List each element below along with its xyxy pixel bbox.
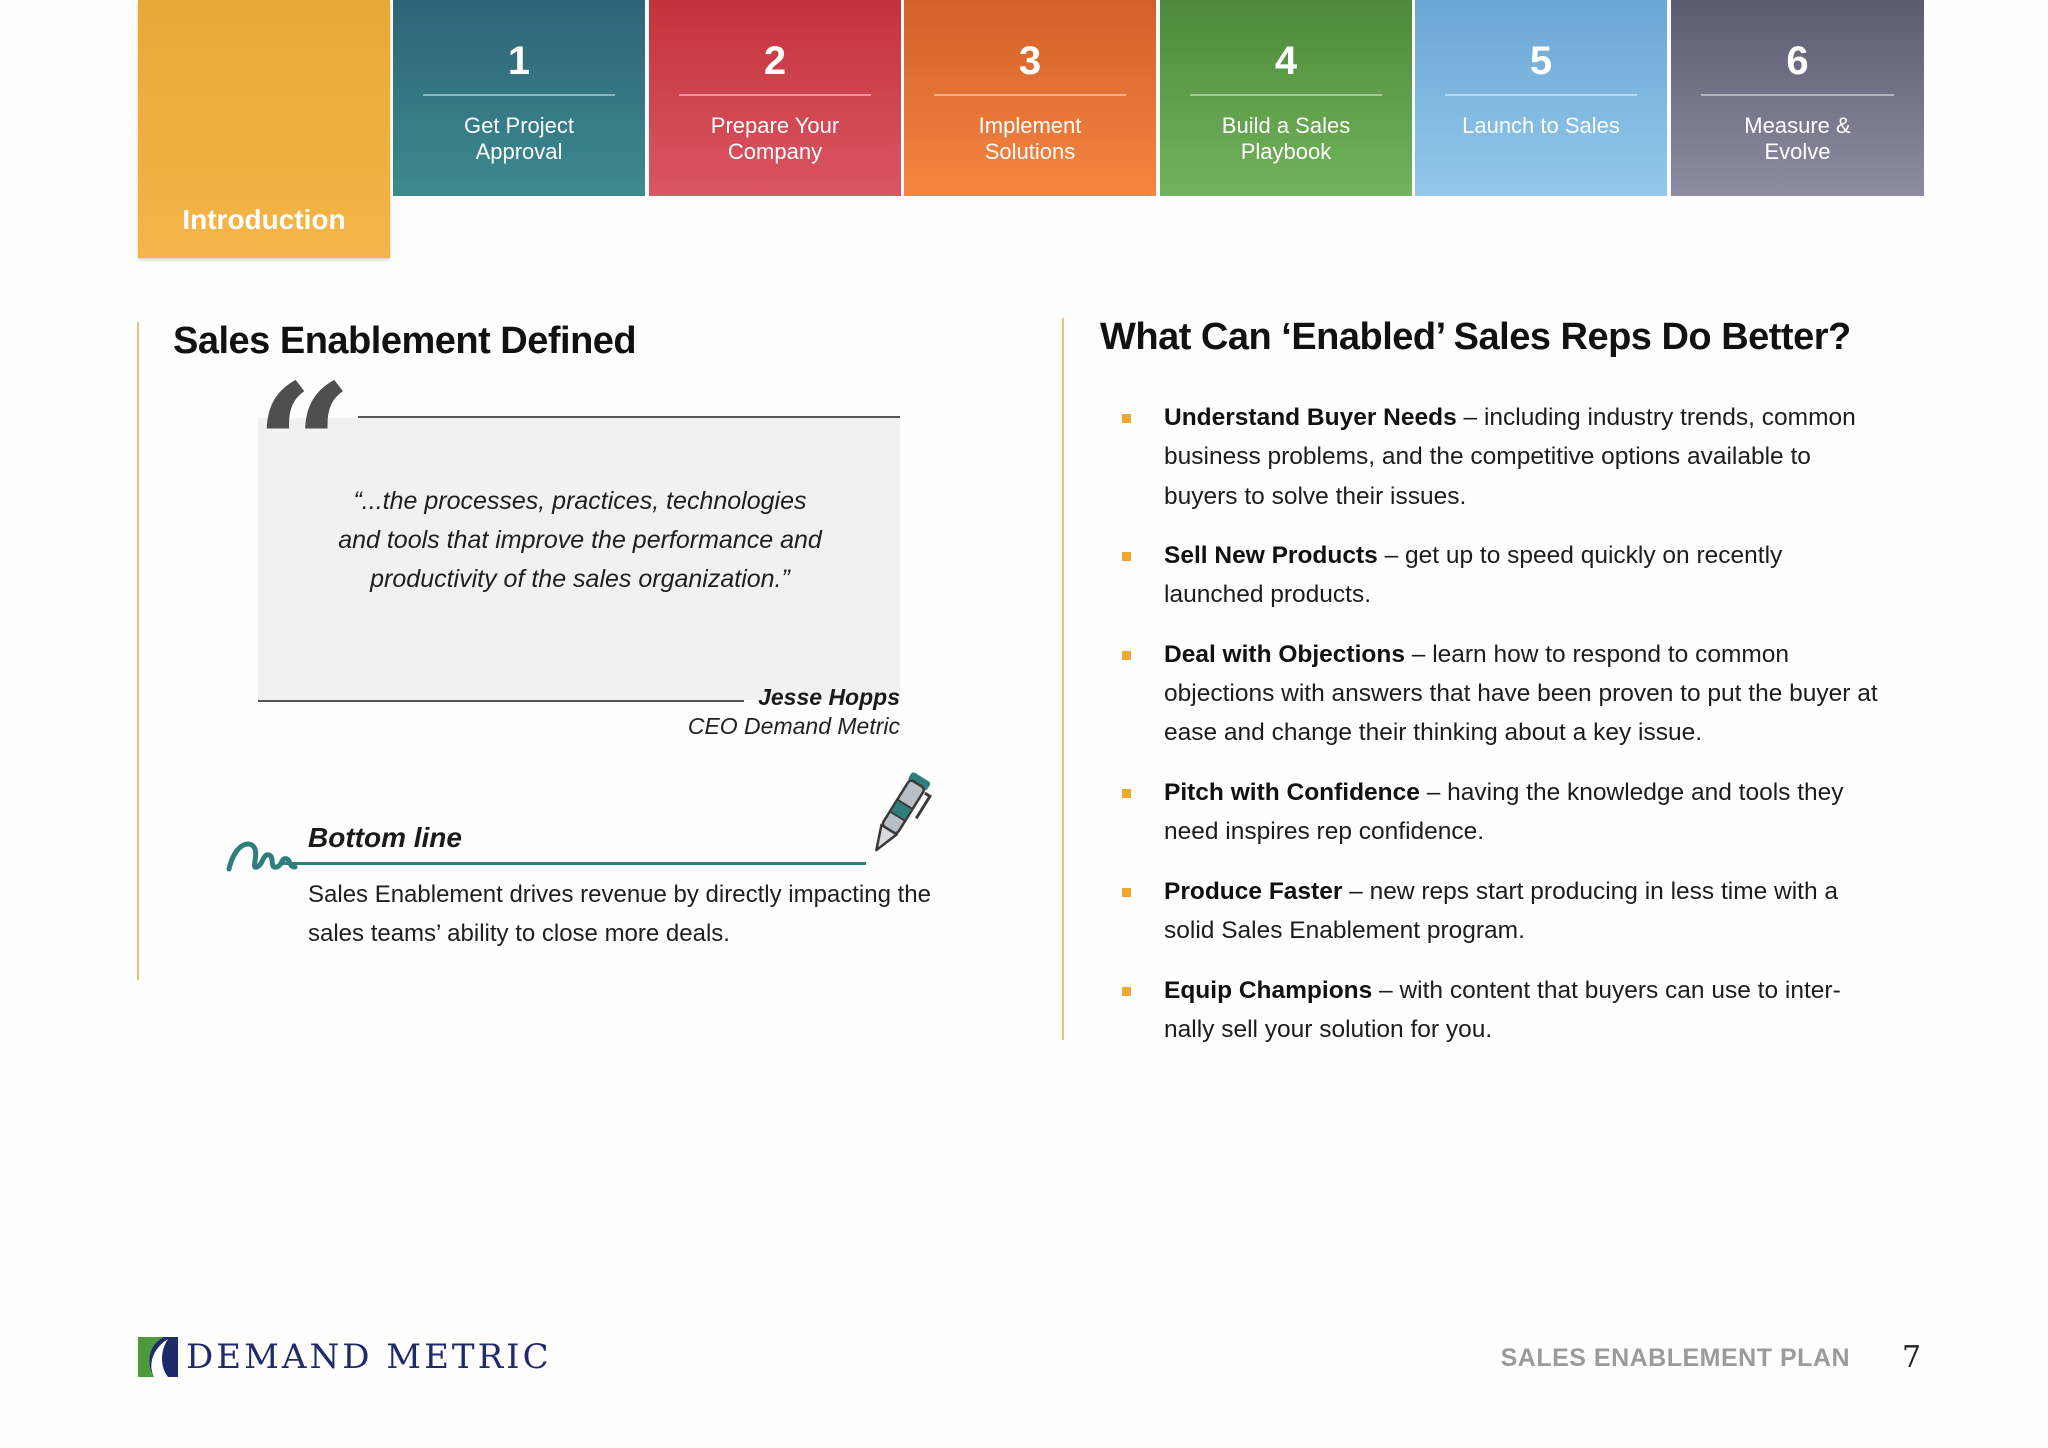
quote-top-rule <box>358 416 900 418</box>
tab-step-1[interactable] <box>393 0 645 196</box>
list-item <box>1118 773 1888 852</box>
tab-step-6[interactable] <box>1671 0 1924 196</box>
tab-step-label: Measure & Evolve <box>1744 113 1851 164</box>
list-item-text: – with content that buyers can use to inter-nally sell your solution for you. <box>1164 976 1841 1043</box>
bullet-icon <box>1122 651 1131 660</box>
list-item-heading: Produce Faster <box>1164 877 1343 905</box>
list-item-heading: Sell New Products <box>1164 542 1378 570</box>
tab-step-label: Build a Sales Playbook <box>1221 113 1351 164</box>
list-item-text: – having the knowledge and tools they need inspires rep confidence. <box>1164 778 1844 846</box>
bullet-icon <box>1122 888 1131 897</box>
list-item-heading: Pitch with Confidence <box>1164 778 1420 806</box>
tab-step-number: 3 <box>1018 39 1042 83</box>
quote-author-role: CEO Demand Metric <box>687 713 900 739</box>
tab-divider <box>1445 94 1637 96</box>
signature-swirl-icon <box>225 835 305 875</box>
tab-step-5[interactable] <box>1415 0 1667 196</box>
tab-step-label: Prepare Your Company <box>710 113 840 164</box>
list-item <box>1118 536 1888 615</box>
quote-bottom-rule <box>258 700 744 702</box>
bottom-line-rule <box>282 862 866 865</box>
tab-step-2[interactable] <box>649 0 901 196</box>
tab-divider <box>1701 94 1894 96</box>
quote-author: Jesse Hopps <box>758 684 900 710</box>
list-item <box>1118 635 1888 753</box>
demand-metric-logo-icon <box>138 1335 180 1379</box>
benefits-list <box>1118 398 1888 1069</box>
tab-step-number: 4 <box>1274 39 1298 83</box>
tab-step-number: 6 <box>1786 39 1809 83</box>
bullet-icon <box>1122 789 1131 798</box>
tab-divider <box>1190 94 1382 96</box>
list-item-heading: Equip Champions <box>1164 976 1373 1004</box>
bottom-line-title: Bottom line <box>308 822 462 853</box>
list-item-text: – get up to speed quickly on recently launched products. <box>1164 542 1783 609</box>
list-item <box>1118 971 1888 1050</box>
list-item-text: – new reps start producing in less time with a solid Sales Enablement program. <box>1164 877 1839 945</box>
quote-mark-icon: “ <box>255 347 353 547</box>
list-item-text: – learn how to respond to common objections with answers that have been proven to put the buyer at ease and change their thinking about a key issue. <box>1164 640 1878 747</box>
tab-step-3[interactable] <box>904 0 1156 196</box>
tab-divider <box>934 94 1126 96</box>
list-item <box>1118 398 1888 516</box>
section-title-left: Sales Enablement Defined <box>173 320 637 362</box>
tab-step-number: 1 <box>507 39 531 83</box>
bullet-icon <box>1122 987 1131 996</box>
list-item-text: – including industry trends, common business problems, and the competitive options available to buyers to solve their issues. <box>1164 404 1856 510</box>
tab-step-label: Implement Solutions <box>978 113 1082 164</box>
tab-divider <box>679 94 871 96</box>
quote-text: “...the processes, practices, technologies and tools that improve the performance and productivity of the sales organization.” <box>338 487 822 593</box>
demand-metric-logo-text: DEMAND METRIC <box>186 1337 552 1377</box>
document-title: SALES ENABLEMENT PLAN <box>1500 1344 1850 1372</box>
tab-step-label: Launch to Sales <box>1462 113 1620 138</box>
tab-step-4[interactable] <box>1160 0 1412 196</box>
tab-introduction[interactable] <box>138 0 390 258</box>
list-item-heading: Deal with Objections <box>1164 640 1405 668</box>
left-column-divider <box>137 322 139 980</box>
tab-divider <box>423 94 615 96</box>
pen-icon <box>862 764 932 870</box>
right-column-divider <box>1062 318 1064 1040</box>
list-item-heading: Understand Buyer Needs <box>1164 404 1457 431</box>
bullet-icon <box>1122 414 1131 423</box>
bottom-line-text: Sales Enablement drives revenue by directly impacting the sales teams’ ability to close more deals. <box>308 881 931 947</box>
bullet-icon <box>1122 552 1131 561</box>
tab-step-number: 2 <box>763 39 787 83</box>
page-number: 7 <box>1902 1340 1922 1375</box>
list-item <box>1118 872 1888 951</box>
tab-step-label: Get Project Approval <box>463 113 575 164</box>
tab-step-number: 5 <box>1529 39 1553 83</box>
section-title-right: What Can ‘Enabled’ Sales Reps Do Better? <box>1100 316 1851 358</box>
tab-introduction-label: Introduction <box>182 204 346 235</box>
